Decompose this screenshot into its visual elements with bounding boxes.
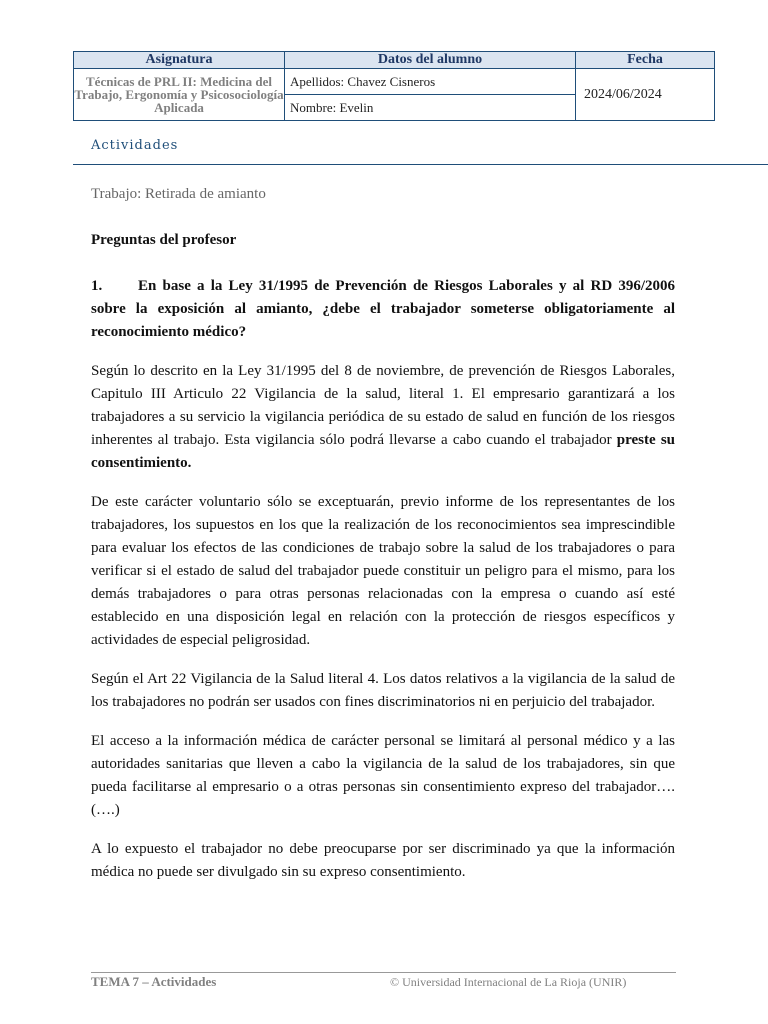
answer-paragraph-3: Según el Art 22 Vigilancia de la Salud literal 4. Los datos relativos a la vigilancia de la salud de los trabajadores no podrán ser usados con fines discriminatorios ni en perjuicio del trabajador. [91, 671, 675, 710]
footer-copyright: © Universidad Internacional de La Rioja (UNIR) [390, 975, 627, 989]
question-1 [91, 275, 675, 344]
section-title: Actividades [91, 138, 179, 153]
footer-divider [91, 972, 676, 973]
assignment-title: Trabajo: Retirada de amianto [91, 186, 266, 202]
document-body [91, 183, 675, 900]
question-number: 1. [91, 278, 103, 294]
name-value: Nombre: Evelin [285, 95, 576, 121]
header-row [74, 52, 715, 69]
answer-paragraph-5: A lo expuesto el trabajador no debe preocuparse por ser discriminado ya que la información médica no puede ser divulgado sin su expreso consentimiento. [91, 841, 675, 880]
student-column-header: Datos del alumno [285, 52, 576, 69]
answer-paragraph-1 [91, 360, 675, 475]
consent-emphasis: preste su consentimiento [91, 432, 675, 471]
subject-value: Técnicas de PRL II: Medicina del Trabajo, Ergonomía y Psicosociología Aplicada [74, 69, 285, 121]
answer-paragraph-4: El acceso a la información médica de carácter personal se limitará al personal médico y a las autoridades sanitarias que lleven a cabo la vigilancia de la salud de los trabajadores, sin que pueda facilitarse al empresario o a otras personas sin consentimiento expreso del trabajador….(….) [91, 733, 675, 818]
consent-emphasis-period: . [187, 455, 192, 471]
answer-paragraph-2: De este carácter voluntario sólo se exceptuarán, previo informe de los representantes de los trabajadores, los supuestos en los que la realización de los reconocimientos sea imprescindible para evaluar los efectos de las condiciones de trabajo sobre la salud de los trabajadores o para verificar si el estado de salud del trabajador puede constituir un peligro para el mismo, para los demás trabajadores o para otras personas relacionadas con la empresa o cuando así esté establecido en una disposición legal en relación con la protección de riesgos específicos y actividades de especial peligrosidad. [91, 494, 675, 648]
surname-value: Apellidos: Chavez Cisneros [285, 69, 576, 95]
questions-heading: Preguntas del profesor [91, 232, 237, 248]
section-divider [73, 164, 768, 165]
question-text: En base a la Ley 31/1995 de Prevención de Riesgos Laborales y al RD 396/2006 sobre la exposición al amianto, ¿debe el trabajador someterse obligatoriamente al reconocimiento médico? [91, 278, 675, 340]
subject-column-header: Asignatura [74, 52, 285, 69]
date-value: 2024/06/2024 [576, 69, 715, 121]
footer-topic: TEMA 7 – Actividades [91, 974, 217, 989]
date-column-header: Fecha [576, 52, 715, 69]
answer-paragraph-1-text: Según lo descrito en la Ley 31/1995 del 8 de noviembre, de prevención de Riesgos Laborales, Capitulo III Articulo 22 Vigilancia de la salud, literal 1. El empresario garantizará a los trabajadores a su servicio la vigilancia periódica de su estado de salud en función de los riesgos inherentes al trabajo. Esta vigilancia sólo podrá llevarse a cabo cuando el trabajador [91, 363, 675, 448]
header-table [73, 51, 715, 121]
